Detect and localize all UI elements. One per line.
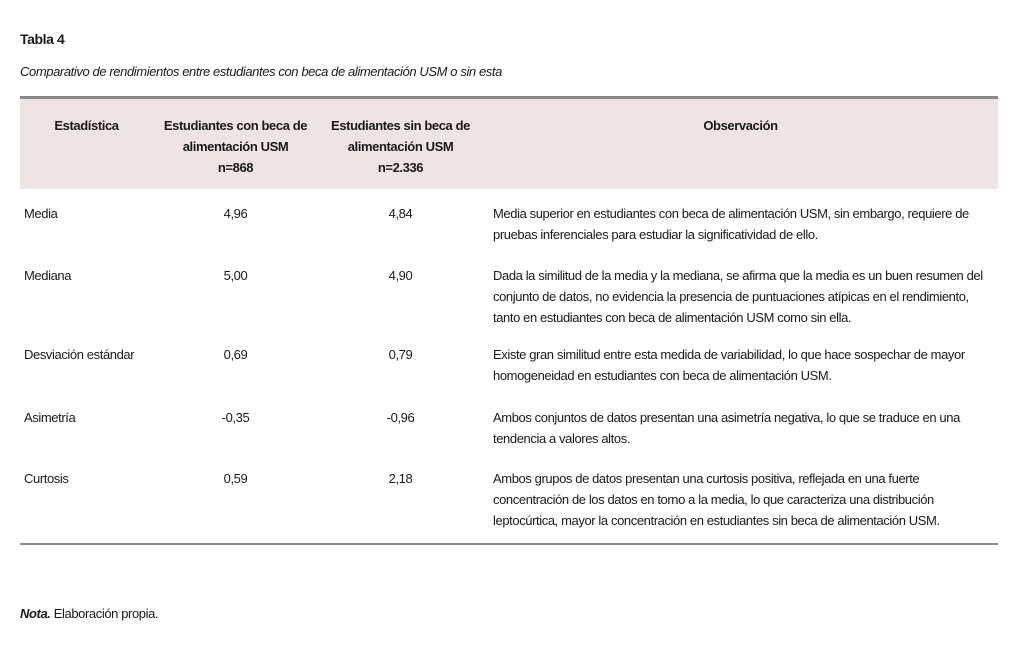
row-stat: Curtosis	[24, 471, 69, 486]
row-without-value: -0,96	[386, 410, 415, 425]
row-stat: Media	[24, 206, 58, 221]
header-without-line1: Estudiantes sin beca de	[331, 118, 470, 133]
row-observation: Existe gran similitud entre esta medida de variabilidad, lo que hace sospechar de mayor homogeneidad en estudiantes con beca de alimentación USM.	[493, 347, 965, 383]
stats-table	[20, 96, 998, 545]
row-observation: Ambos grupos de datos presentan una curtosis positiva, reflejada en una fuerte concentración de los datos en torno a la media, lo que caracteriza una distribución leptocúrtica, mayor la concentración en estudiantes sin beca de alimentación USM.	[493, 471, 940, 528]
row-without-value: 4,84	[388, 206, 413, 221]
header-with-line2: alimentación USM	[182, 139, 289, 154]
header-row	[20, 98, 998, 190]
row-with-value: -0,35	[221, 410, 250, 425]
row-with-value: 0,59	[223, 471, 248, 486]
stats-table-wrapper	[20, 96, 998, 545]
table-body	[20, 189, 998, 544]
row-observation: Media superior en estudiantes con beca de alimentación USM, sin embargo, requiere de pruebas inferenciales para estudiar la significatividad de ello.	[493, 206, 969, 242]
row-with-value: 5,00	[223, 268, 248, 283]
row-stat: Asimetría	[24, 410, 76, 425]
table-row	[20, 468, 998, 544]
header-without-line3: n=2.336	[377, 160, 424, 175]
table-row	[20, 407, 998, 468]
row-observation: Dada la similitud de la media y la mediana, se afirma que la media es un buen resumen del conjunto de datos, no evidencia la presencia de puntuaciones atípicas en el rendimiento, tanto en estudiantes con beca de alimentación USM como sin ella.	[493, 268, 983, 325]
row-stat: Desviación estándar	[24, 347, 135, 362]
row-without-value: 2,18	[388, 471, 413, 486]
header-without-beca	[318, 98, 483, 190]
row-stat: Mediana	[24, 268, 72, 283]
table-row	[20, 265, 998, 344]
table-header	[20, 98, 998, 190]
header-observation: Observación	[703, 118, 778, 133]
header-with-line1: Estudiantes con beca de	[163, 118, 308, 133]
row-observation: Ambos conjuntos de datos presentan una asimetría negativa, lo que se traduce en una tendencia a valores altos.	[493, 410, 960, 446]
row-with-value: 4,96	[223, 206, 248, 221]
row-with-value: 0,69	[223, 347, 248, 362]
note-label: Nota.	[20, 606, 51, 621]
header-with-line3: n=868	[217, 160, 254, 175]
table-caption: Comparativo de rendimientos entre estudiantes con beca de alimentación USM o sin esta	[20, 64, 502, 79]
header-with-beca	[153, 98, 318, 190]
table-label: Tabla 4	[20, 31, 65, 47]
row-without-value: 4,90	[388, 268, 413, 283]
header-stat: Estadística	[54, 118, 119, 133]
table-note	[20, 606, 158, 621]
table-row	[20, 189, 998, 265]
row-without-value: 0,79	[388, 347, 413, 362]
table-row	[20, 344, 998, 407]
note-text: Elaboración propia.	[50, 606, 159, 621]
header-without-line2: alimentación USM	[347, 139, 454, 154]
